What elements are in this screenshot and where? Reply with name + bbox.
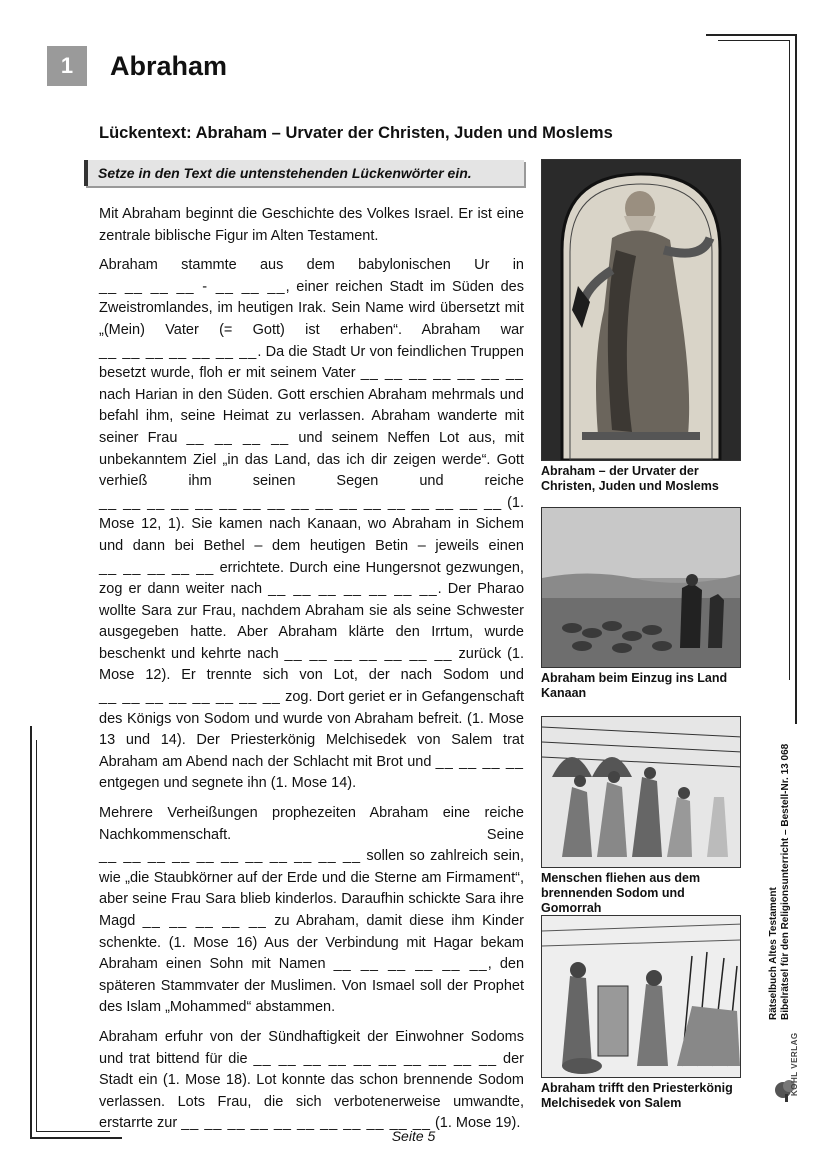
abraham-portrait-image — [541, 159, 741, 461]
text-segment: . Da die Stadt Ur von feindlichen Truppen besetzt wurde, floh er mit seinem Vater — [99, 343, 525, 382]
text-segment: . Der Pharao wollte Sara zur Frau, nachdem Abraham sie als seine Schwester ausgegeben hatte. Aber Abraham klärte den Irrtum, wurde beschenkt und kehrte nach — [99, 581, 525, 662]
blank-gap[interactable]: __ __ __ __ __ __ __ __ — [99, 689, 281, 706]
text-segment: und seinem Neffen Lot aus, mit unbekanntem Ziel „in das Land, das ich dir zeigen werde“. Gott verhieß ihm seinen Segen und reiche — [99, 429, 525, 490]
paragraph-1: Mit Abraham beginnt die Geschichte des Volkes Israel. Er ist eine zentrale biblische Figur im Alten Testament. — [99, 206, 524, 244]
text-segment: (1. Mose 12, 1). Sie kamen nach Kanaan, wo Abraham in Sichem und dann bei Bethel – dem heutigen Betin – jeweils einen — [99, 494, 524, 554]
blank-gap[interactable]: __ __ __ __ __ __ __ — [99, 343, 258, 360]
figure-caption: Abraham – der Urvater der Christen, Juden und Moslems — [541, 464, 719, 493]
figure-journey-canaan — [541, 507, 741, 701]
figure-caption: Abraham trifft den Priesterkönig Melchisedek von Salem — [541, 1081, 733, 1110]
blank-gap[interactable]: __ __ __ __ — [435, 753, 524, 770]
text-segment: Abraham stammte aus dem babylonischen Ur in — [99, 257, 524, 274]
instruction-text: Setze in den Text die untenstehenden Lückenwörter ein. — [98, 165, 472, 181]
blank-gap[interactable]: __ __ __ __ __ __ __ — [284, 645, 453, 662]
cloze-text — [99, 204, 524, 1143]
frame-top-right-horizontal-inner — [718, 40, 790, 41]
text-segment: Mehrere Verheißungen prophezeiten Abraham eine reiche Nachkommenschaft. Seine — [99, 805, 524, 843]
publisher-name: KOHL VERLAG — [790, 1032, 799, 1096]
figure-fleeing-sodom — [541, 716, 741, 916]
text-segment: nach Harian in den Süden. Gott erschien Abraham mehrmals und befahl ihm, seine Heimat zu verlassen. Abraham wanderte mit seiner Frau — [99, 386, 524, 446]
figure-melchizedek — [541, 915, 741, 1111]
text-segment: zog. Dort geriet er in Gefangenschaft des Königs von Sodom und wurde von Abraham befreit. (1. Mose 13 und 14). Der Priesterkönig Melchisedek von Salem trat Abraham am Abend nach der Schlacht mit Brot und — [99, 689, 524, 770]
text-segment: Abraham erfuhr von der Sündhaftigkeit der Einwohner Sodoms und trat bittend für die — [99, 1028, 524, 1067]
publication-note — [768, 720, 798, 1020]
text-segment: , einer reichen Stadt im Süden des Zweistromlandes, im heutigen Irak. Sein Name wird übersetzt mit „(Mein) Vater (= Gott) ist erhaben“. Abraham war — [99, 278, 524, 338]
blank-gap[interactable]: __ __ __ __ __ __ __ __ __ __ __ — [99, 848, 362, 865]
blank-gap[interactable]: __ __ __ __ — [186, 429, 290, 446]
text-segment: , den späteren Stammvater der Muslimen. Von Ismael soll der Prophet des Islam „Mohammed“ abstammen. — [99, 956, 525, 1016]
frame-bottom-left-vertical — [30, 726, 32, 1138]
figure-caption: Menschen fliehen aus dem brennenden Sodom und Gomorrah — [541, 871, 701, 915]
text-segment: zurück (1. Mose 12). Er trennte sich von Lot, der nach Sodom und — [99, 645, 524, 684]
frame-top-right-vertical — [795, 34, 797, 724]
publication-note-line-2: Bibelrätsel für den Religionsunterricht – Bestell-Nr. 13 068 — [780, 743, 791, 1020]
frame-top-right-horizontal — [706, 34, 796, 36]
blank-gap[interactable]: __ __ __ __ __ __ __ __ __ __ __ __ __ __ __ __ __ — [99, 494, 503, 511]
figure-caption: Abraham beim Einzug ins Land Kanaan — [541, 671, 728, 700]
text-segment: zu Abraham, damit diese ihm Kinder schenkte. (1. Mose 16) Aus der Verbindung mit Hagar bekam Abraham einen Sohn mit Namen — [99, 913, 524, 973]
page-title: Abraham — [110, 51, 228, 81]
publication-note-line-1: Rätselbuch Altes Testament — [768, 887, 779, 1020]
text-segment: errichtete. Durch eine Hungersnot gezwungen, zog er dann weiter nach — [99, 559, 525, 598]
instruction-box — [84, 160, 524, 186]
text-segment: (1. Mose 19). — [434, 1115, 521, 1132]
frame-top-right-vertical-inner — [789, 40, 790, 680]
chapter-number-badge: 1 — [47, 46, 87, 86]
worksheet-subtitle: Lückentext: Abraham – Urvater der Christen, Juden und Moslems — [99, 124, 613, 142]
paragraph-2 — [99, 255, 524, 795]
figure-abraham-portrait — [541, 159, 741, 494]
blank-gap[interactable]: __ __ __ __ __ __ __ — [268, 581, 438, 598]
blank-gap[interactable]: __ __ __ __ __ __ __ __ __ __ __ — [181, 1115, 431, 1132]
text-segment: entgegen und segnete ihn (1. Mose 14). — [99, 775, 357, 792]
journey-to-canaan-image — [541, 507, 741, 668]
blank-gap[interactable]: __ __ __ __ - __ __ __ — [99, 278, 286, 295]
text-segment: der Stadt ein (1. Mose 18). Lot konnte das schon brennende Sodom verlassen. Lots Frau, die sich verbotenerweise umwandte, erstarrte zur — [99, 1050, 524, 1132]
fleeing-sodom-image — [541, 716, 741, 868]
paragraph-4 — [99, 1027, 524, 1135]
blank-gap[interactable]: __ __ __ __ __ __ __ — [360, 365, 524, 382]
blank-gap[interactable]: __ __ __ __ __ — [142, 913, 267, 929]
frame-bottom-left-vertical-inner — [36, 740, 37, 1132]
paragraph-3 — [99, 803, 524, 1019]
blank-gap[interactable]: __ __ __ __ __ __ __ __ __ __ — [253, 1050, 498, 1067]
blank-gap[interactable]: __ __ __ __ __ — [99, 559, 215, 576]
page-number: Seite 5 — [391, 1128, 436, 1144]
text-segment: sollen so zahlreich sein, wie „die Staubkörner auf der Erde und die Sterne am Firmament“, aber seine Frau Sara blieb kinderlos. Daraufhin schickte Sara ihre Magd — [99, 848, 524, 929]
blank-gap[interactable]: __ __ __ __ __ __ — [333, 956, 488, 973]
melchizedek-image — [541, 915, 741, 1078]
